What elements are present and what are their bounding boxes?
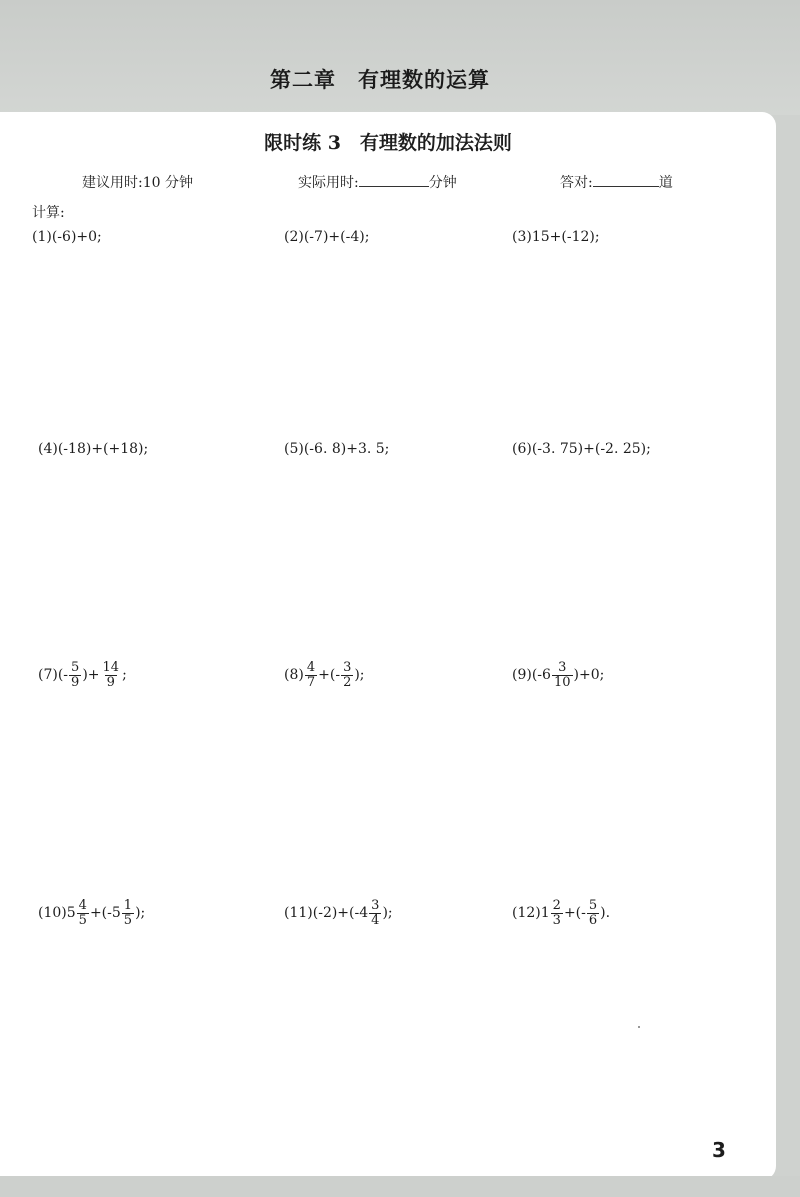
fraction: $\frac{3}{10}$ [553,659,571,690]
fraction: $\frac{4}{7}$ [306,659,316,690]
suggested-time: 建议用时:10 分钟 [82,175,193,191]
correct-label: 答对: [560,175,593,191]
problem-2: (2) (-7)+(-4); [284,229,370,245]
page-number: 3 [712,1138,726,1162]
problem-6: (6) (-3. 75)+(-2. 25); [512,441,651,457]
problem-1: (1) (-6)+0; [32,229,102,245]
fraction: $\frac{5}{9}$ [71,659,80,690]
fraction: $\frac{2}{3}$ [552,897,561,928]
instruction: 计算: [32,205,65,221]
problem-10: (10) 5 $\frac{4}{5}$ +(-5 $\frac{1}{5}$ ); [38,897,146,928]
speck [638,1026,640,1028]
problem-7: (7) (- $\frac{5}{9}$ )+ $\frac{14}{9}$ ; [38,659,127,690]
problem-11: (11) (-2)+(-4 $\frac{3}{4}$ ); [284,897,393,928]
problem-3: (3) 15+(-12); [512,229,600,245]
correct-blank[interactable] [593,172,659,187]
fraction: $\frac{3}{2}$ [343,659,352,690]
problem-12: (12) 1 $\frac{2}{3}$ +(- $\frac{5}{6}$ ). [512,897,611,928]
fraction: $\frac{5}{6}$ [588,897,598,928]
chapter-title: 第二章 有理数的运算 [270,68,490,92]
fraction: $\frac{3}{4}$ [371,897,380,928]
fraction: $\frac{1}{5}$ [123,897,133,928]
header-band [0,0,800,115]
fraction: $\frac{14}{9}$ [102,659,120,690]
exercise-title: 限时练 3 有理数的加法法则 [264,132,512,154]
bottom-margin [0,1176,800,1197]
problem-5: (5) (-6. 8)+3. 5; [284,441,390,457]
worksheet-paper [0,112,776,1180]
problem-9: (9) (-6 $\frac{3}{10}$ )+0; [512,659,605,690]
correct-count [560,172,673,192]
actual-time [298,172,457,192]
actual-time-blank[interactable] [359,172,429,187]
fraction: $\frac{4}{5}$ [78,897,87,928]
correct-unit: 道 [658,175,673,191]
problem-8: (8) $\frac{4}{7}$ +(- $\frac{3}{2}$ ); [284,659,365,690]
actual-time-label: 实际用时: [298,175,359,191]
problem-4: (4) (-18)+(+18); [38,441,149,457]
actual-time-unit: 分钟 [428,175,457,191]
